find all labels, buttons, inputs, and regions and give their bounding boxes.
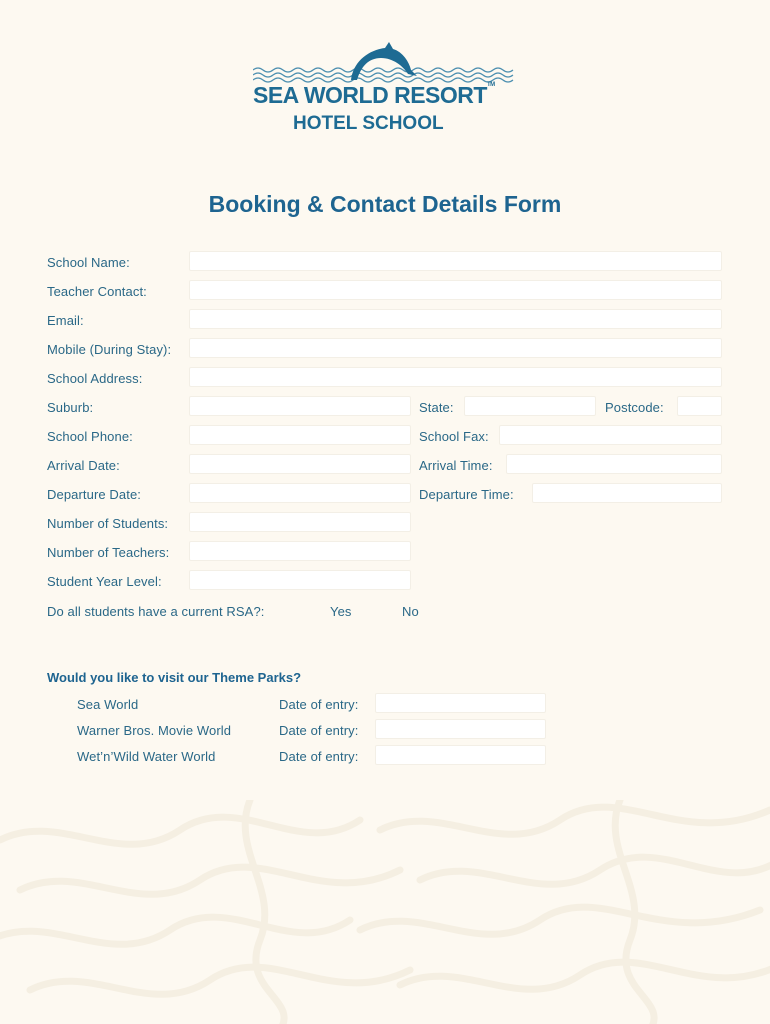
mobile-label: Mobile (During Stay): bbox=[47, 342, 172, 357]
school-address-label: School Address: bbox=[47, 371, 143, 386]
num-students-field[interactable] bbox=[189, 512, 411, 532]
arrival-date-field[interactable] bbox=[189, 454, 411, 474]
departure-time-label: Departure Time: bbox=[419, 487, 514, 502]
departure-date-label: Departure Date: bbox=[47, 487, 141, 502]
departure-date-field[interactable] bbox=[189, 483, 411, 503]
rsa-no-option[interactable]: No bbox=[402, 604, 419, 619]
arrival-date-label: Arrival Date: bbox=[47, 458, 120, 473]
arrival-time-label: Arrival Time: bbox=[419, 458, 493, 473]
mobile-field[interactable] bbox=[189, 338, 722, 358]
email-label: Email: bbox=[47, 313, 84, 328]
school-fax-field[interactable] bbox=[499, 425, 722, 445]
postcode-field[interactable] bbox=[677, 396, 722, 416]
brand-name: SEA WORLD RESORT™ bbox=[253, 82, 495, 108]
movie-world-date-label: Date of entry: bbox=[279, 723, 359, 738]
teacher-contact-field[interactable] bbox=[189, 280, 722, 300]
rsa-yes-option[interactable]: Yes bbox=[330, 604, 352, 619]
num-students-label: Number of Students: bbox=[47, 516, 169, 531]
departure-time-field[interactable] bbox=[532, 483, 722, 503]
dolphin-logo-icon bbox=[253, 40, 515, 86]
brand-subtitle: HOTEL SCHOOL bbox=[293, 113, 444, 134]
suburb-label: Suburb: bbox=[47, 400, 94, 415]
school-fax-label: School Fax: bbox=[419, 429, 489, 444]
school-phone-field[interactable] bbox=[189, 425, 411, 445]
num-teachers-label: Number of Teachers: bbox=[47, 545, 170, 560]
wet-n-wild-date-field[interactable] bbox=[375, 745, 546, 765]
year-level-label: Student Year Level: bbox=[47, 574, 162, 589]
decorative-pattern bbox=[0, 800, 770, 1024]
email-field[interactable] bbox=[189, 309, 722, 329]
sea-world-date-label: Date of entry: bbox=[279, 697, 359, 712]
wet-n-wild-date-label: Date of entry: bbox=[279, 749, 359, 764]
state-label: State: bbox=[419, 400, 454, 415]
state-field[interactable] bbox=[464, 396, 596, 416]
park-movie-world-label: Warner Bros. Movie World bbox=[77, 723, 232, 738]
park-sea-world-label: Sea World bbox=[77, 697, 139, 712]
page-title: Booking & Contact Details Form bbox=[208, 191, 562, 217]
num-teachers-field[interactable] bbox=[189, 541, 411, 561]
year-level-field[interactable] bbox=[189, 570, 411, 590]
movie-world-date-field[interactable] bbox=[375, 719, 546, 739]
park-wet-n-wild-label: Wet’n’Wild Water World bbox=[77, 749, 216, 764]
teacher-contact-label: Teacher Contact: bbox=[47, 284, 147, 299]
suburb-field[interactable] bbox=[189, 396, 411, 416]
sea-world-date-field[interactable] bbox=[375, 693, 546, 713]
arrival-time-field[interactable] bbox=[506, 454, 722, 474]
postcode-label: Postcode: bbox=[605, 400, 664, 415]
school-phone-label: School Phone: bbox=[47, 429, 133, 444]
school-name-label: School Name: bbox=[47, 255, 130, 270]
theme-parks-heading: Would you like to visit our Theme Parks? bbox=[47, 670, 302, 685]
school-address-field[interactable] bbox=[189, 367, 722, 387]
school-name-field[interactable] bbox=[189, 251, 722, 271]
rsa-question-label: Do all students have a current RSA?: bbox=[47, 604, 265, 619]
